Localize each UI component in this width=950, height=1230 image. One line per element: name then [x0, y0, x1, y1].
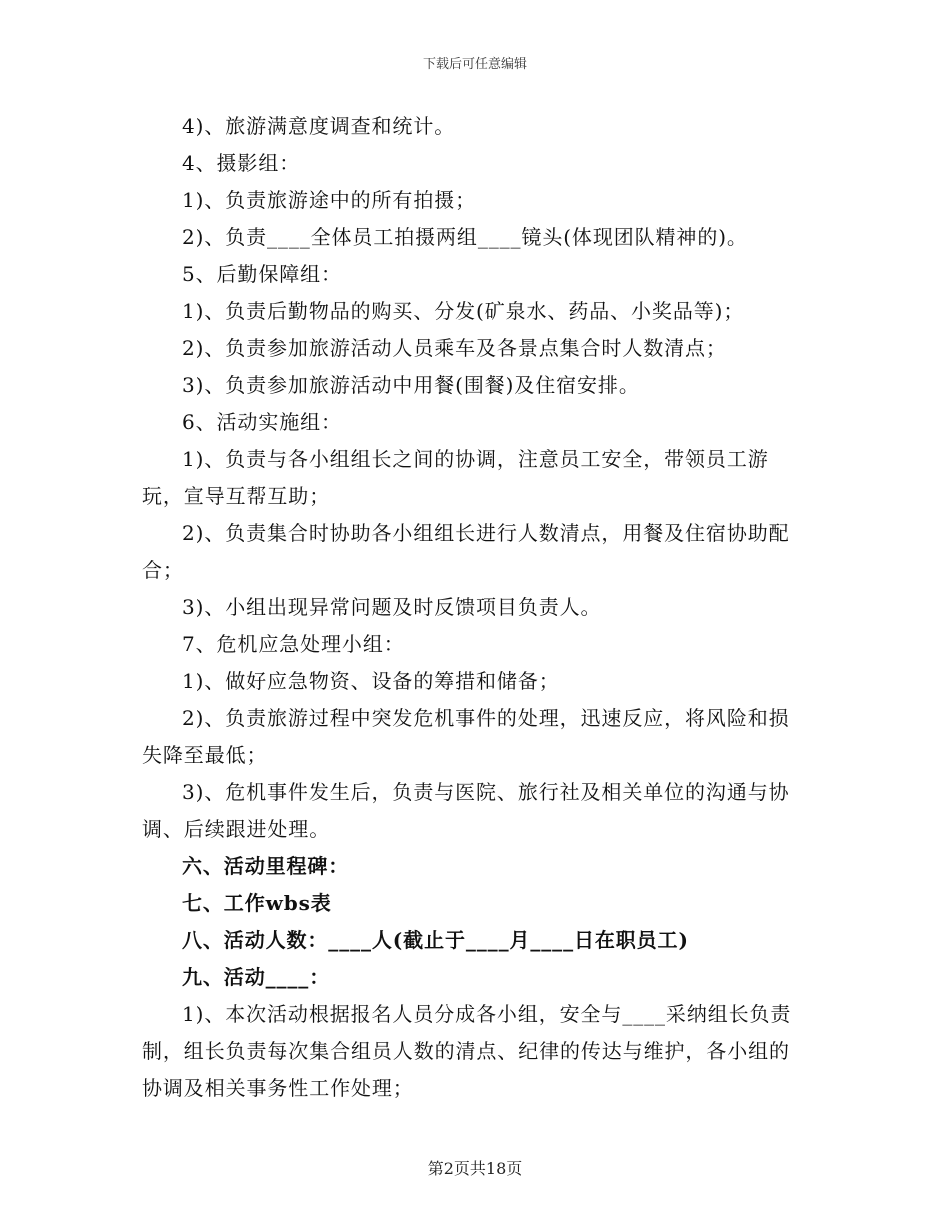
paragraph: 2)、负责参加旅游活动人员乘车及各景点集合时人数清点； — [182, 336, 727, 360]
page-header: 下载后可任意编辑 — [422, 57, 527, 72]
document-body — [142, 108, 802, 1107]
paragraph: 1)、负责旅游途中的所有拍摄； — [182, 188, 477, 212]
paragraph: 3)、负责参加旅游活动中用餐(围餐)及住宿安排。 — [182, 373, 640, 397]
paragraph: 3)、小组出现异常问题及时反馈项目负责人。 — [182, 595, 602, 619]
paragraph: 4、摄影组： — [182, 151, 301, 175]
paragraph: 2)、负责____全体员工拍摄两组____镜头(体现团队精神的)。 — [182, 225, 748, 249]
paragraph: 六、活动里程碑： — [182, 854, 350, 878]
paragraph: 2)、负责旅游过程中突发危机事件的处理，迅速反应，将风险和损失降至最低； — [142, 706, 790, 767]
paragraph: 6、活动实施组： — [182, 410, 342, 434]
paragraph: 2)、负责集合时协助各小组组长进行人数清点，用餐及住宿协助配合； — [142, 521, 790, 582]
page-footer: 第2页共18页 — [427, 1159, 523, 1178]
paragraph: 3)、危机事件发生后，负责与医院、旅行社及相关单位的沟通与协调、后续跟进处理。 — [142, 780, 790, 841]
paragraph: 4)、旅游满意度调查和统计。 — [182, 114, 456, 138]
paragraph: 1)、负责后勤物品的购买、分发(矿泉水、药品、小奖品等)； — [182, 299, 745, 323]
paragraph: 1)、负责与各小组组长之间的协调，注意员工安全，带领员工游玩，宣导互帮互助； — [142, 447, 769, 508]
paragraph: 八、活动人数：____人(截止于____月____日在职员工) — [182, 928, 689, 952]
paragraph: 七、工作wbs表 — [182, 891, 332, 915]
paragraph: 7、危机应急处理小组： — [182, 632, 405, 656]
paragraph: 1)、本次活动根据报名人员分成各小组，安全与____采纳组长负责制，组长负责每次集合组员人数的清点、纪律的传达与维护，各小组的协调及相关事务性工作处理； — [142, 1002, 792, 1100]
paragraph: 九、活动____： — [182, 965, 331, 989]
paragraph: 1)、做好应急物资、设备的筹措和储备； — [182, 669, 560, 693]
paragraph: 5、后勤保障组： — [182, 262, 342, 286]
